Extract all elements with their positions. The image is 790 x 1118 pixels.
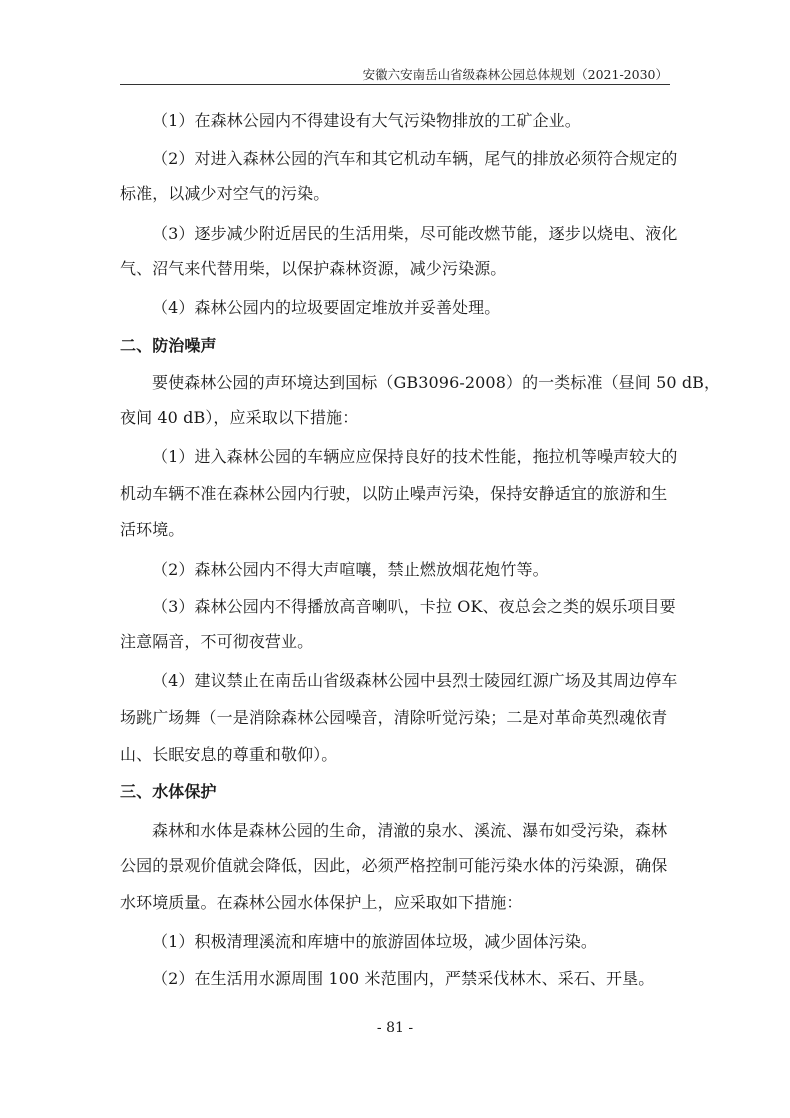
paragraph-line: （2）森林公园内不得大声喧嚷，禁止燃放烟花炮竹等。 [152, 560, 549, 579]
paragraph-line: 水环境质量。在森林公园水体保护上，应采取如下措施： [120, 893, 523, 912]
paragraph-line: （2）对进入森林公园的汽车和其它机动车辆，尾气的排放必须符合规定的 [152, 149, 678, 168]
paragraph-line: 注意隔音，不可彻夜营业。 [120, 632, 314, 651]
paragraph-line: （4）建议禁止在南岳山省级森林公园中县烈士陵园红源广场及其周边停车 [152, 671, 678, 690]
page-number: - 81 - [376, 1020, 414, 1036]
paragraph-line: （3）逐步减少附近居民的生活用柴，尽可能改燃节能，逐步以烧电、液化 [152, 224, 678, 243]
paragraph-line: 活环境。 [120, 520, 185, 539]
paragraph-line: 要使森林公园的声环境达到国标（GB3096-2008）的一类标准（昼间 50 dB， [152, 373, 721, 392]
paragraph-line: 标准，以减少对空气的污染。 [120, 184, 330, 203]
paragraph-line: 公园的景观价值就会降低，因此，必须严格控制可能污染水体的污染源，确保 [120, 856, 668, 875]
section-heading: 三、水体保护 [120, 782, 217, 801]
paragraph-line: （3）森林公园内不得播放高音喇叭，卡拉 OK、夜总会之类的娱乐项目要 [152, 597, 676, 616]
section-heading: 二、防治噪声 [120, 336, 217, 355]
paragraph-line: （4）森林公园内的垃圾要固定堆放并妥善处理。 [152, 298, 501, 317]
paragraph-line: 山、长眠安息的尊重和敬仰）。 [120, 745, 338, 764]
paragraph-line: （1）进入森林公园的车辆应应保持良好的技术性能，拖拉机等噪声较大的 [152, 447, 678, 466]
paragraph-line: （1）积极清理溪流和库塘中的旅游固体垃圾，减少固体污染。 [152, 932, 597, 951]
paragraph-line: 气、沼气来代替用柴，以保护森林资源，减少污染源。 [120, 259, 507, 278]
paragraph-line: （2）在生活用水源周围 100 米范围内，严禁采伐林木、采石、开垦。 [152, 969, 655, 988]
paragraph-line: 夜间 40 dB），应采取以下措施： [120, 408, 359, 427]
header-divider [120, 84, 670, 85]
paragraph-line: 机动车辆不准在森林公园内行驶，以防止噪声污染，保持安静适宜的旅游和生 [120, 484, 668, 503]
paragraph-line: （1）在森林公园内不得建设有大气污染物排放的工矿企业。 [152, 111, 581, 130]
paragraph-line: 森林和水体是森林公园的生命，清澈的泉水、溪流、瀑布如受污染，森林 [152, 821, 668, 840]
running-header: 安徽六安南岳山省级森林公园总体规划（2021-2030） [362, 67, 668, 82]
paragraph-line: 场跳广场舞（一是消除森林公园噪音，清除听觉污染；二是对革命英烈魂依青 [120, 708, 668, 727]
